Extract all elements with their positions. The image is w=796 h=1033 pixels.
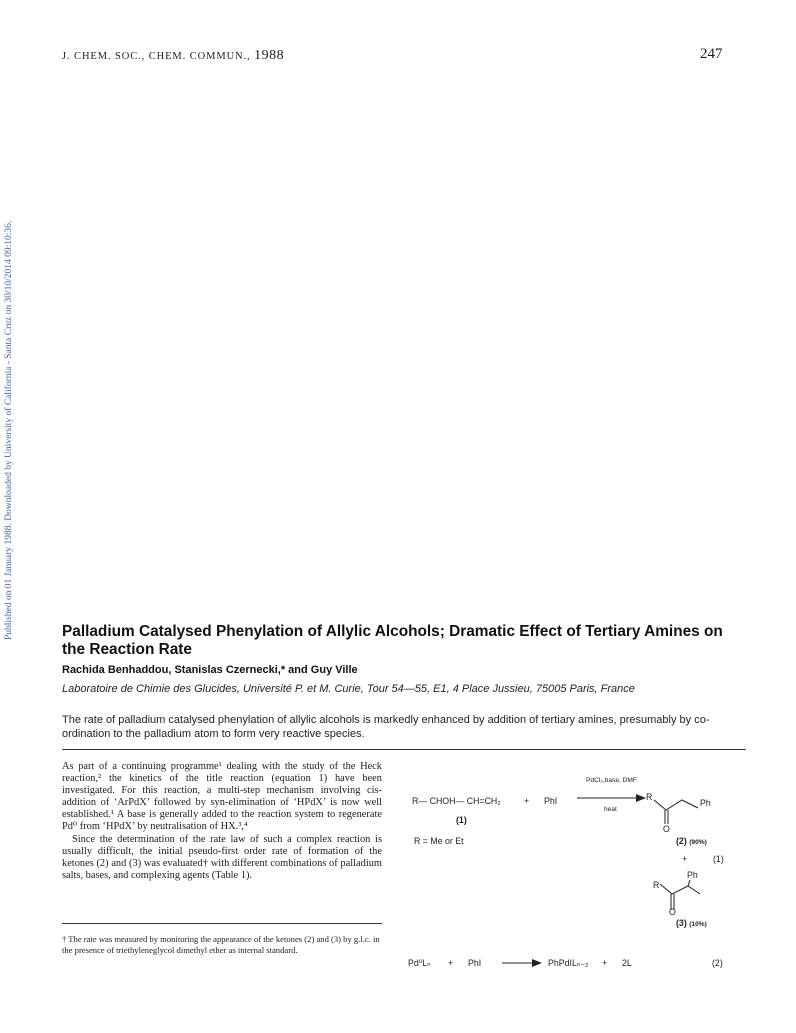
eq2-pd-complex: Pd⁰Lₙ [408,958,431,968]
eq2-arrow-icon [500,957,544,969]
eq2-product: PhPdILₙ₋₂ [548,958,589,968]
scheme-conditions-bottom: heat [604,806,617,813]
product2-ph: Ph [700,798,711,808]
reaction-arrow-icon [576,792,648,804]
scheme-plus-2: + [682,854,688,864]
product3-skeleton-icon [658,880,706,916]
body-paragraph-1: As part of a continuing programme¹ dealing with the study of the Heck reaction,² the kinetics of the title reaction (equation 1) have been investigated. For this reaction, a multi-step mechanism involving cis-addition of ‘ArPdX’ followed by syn-elimination of ‘HPdX’ is now well established.¹ A base is generally added to the reaction system to regenerate Pd⁰ from ‘HPdX’ by neutralisation of HX.³,⁴ [62,761,382,833]
footnote-divider [62,923,382,924]
body-text [62,761,382,882]
eq2-plus-1: + [448,958,454,968]
equation-1-number: (1) [713,854,724,864]
r-definition: R = Me or Et [414,836,464,846]
product2-o: O [663,824,670,834]
product3-r: R [653,880,660,890]
body-paragraph-2: Since the determination of the rate law of such a complex reaction is usually difficult, the initial pseudo-first order rate of formation of the ketones (2) and (3) was evaluated† with different combinations of palladium salts, bases, and complexing agents (Table 1). [62,833,382,881]
scheme-reactant: R— CHOH— CH=CH₂ [412,796,501,806]
product2-r: R [646,792,653,802]
journal-name: J. CHEM. SOC., CHEM. COMMUN., [62,51,251,62]
article-authors: Rachida Benhaddou, Stanislas Czernecki,* and Guy Ville [62,664,358,676]
equation-2-number: (2) [712,958,723,968]
scheme-phi: PhI [544,796,558,806]
page-number: 247 [700,46,723,62]
footnote: † The rate was measured by monitoring the appearance of the ketones (2) and (3) by g.l.c. in the presence of triethyleneglycol dimethyl ether as internal standard. [62,934,380,955]
article-abstract: The rate of palladium catalysed phenylation of allylic alcohols is markedly enhanced by addition of tertiary amines, presumably by co-ordination to the palladium atom to form very reactive species. [62,714,710,740]
product2-caption: (2) (90%) [676,836,707,846]
product3-caption: (3) (10%) [676,918,707,928]
article-affiliation: Laboratoire de Chimie des Glucides, Université P. et M. Curie, Tour 54—55, E1, 4 Place Jussieu, 75005 Paris, France [62,683,635,695]
scheme-conditions-top: PdCl₂,base, DMF [586,777,637,784]
compound-1-label: (1) [456,815,467,825]
eq2-ligand: 2L [622,958,632,968]
journal-year: 1988 [254,48,285,63]
article-title: Palladium Catalysed Phenylation of Allylic Alcohols; Dramatic Effect of Tertiary Amines on the Reaction Rate [62,623,723,658]
download-note-link[interactable]: Published on 01 January 1988. Downloaded by University of California - Santa Cruz on 30/10/2014 09:10:36. [4,220,14,640]
abstract-divider [62,749,746,750]
eq2-plus-2: + [602,958,608,968]
product3-o: O [669,907,676,917]
scheme-plus: + [524,796,530,806]
journal-header [62,48,284,64]
product3-ph: Ph [687,870,698,880]
eq2-phi: PhI [468,958,482,968]
